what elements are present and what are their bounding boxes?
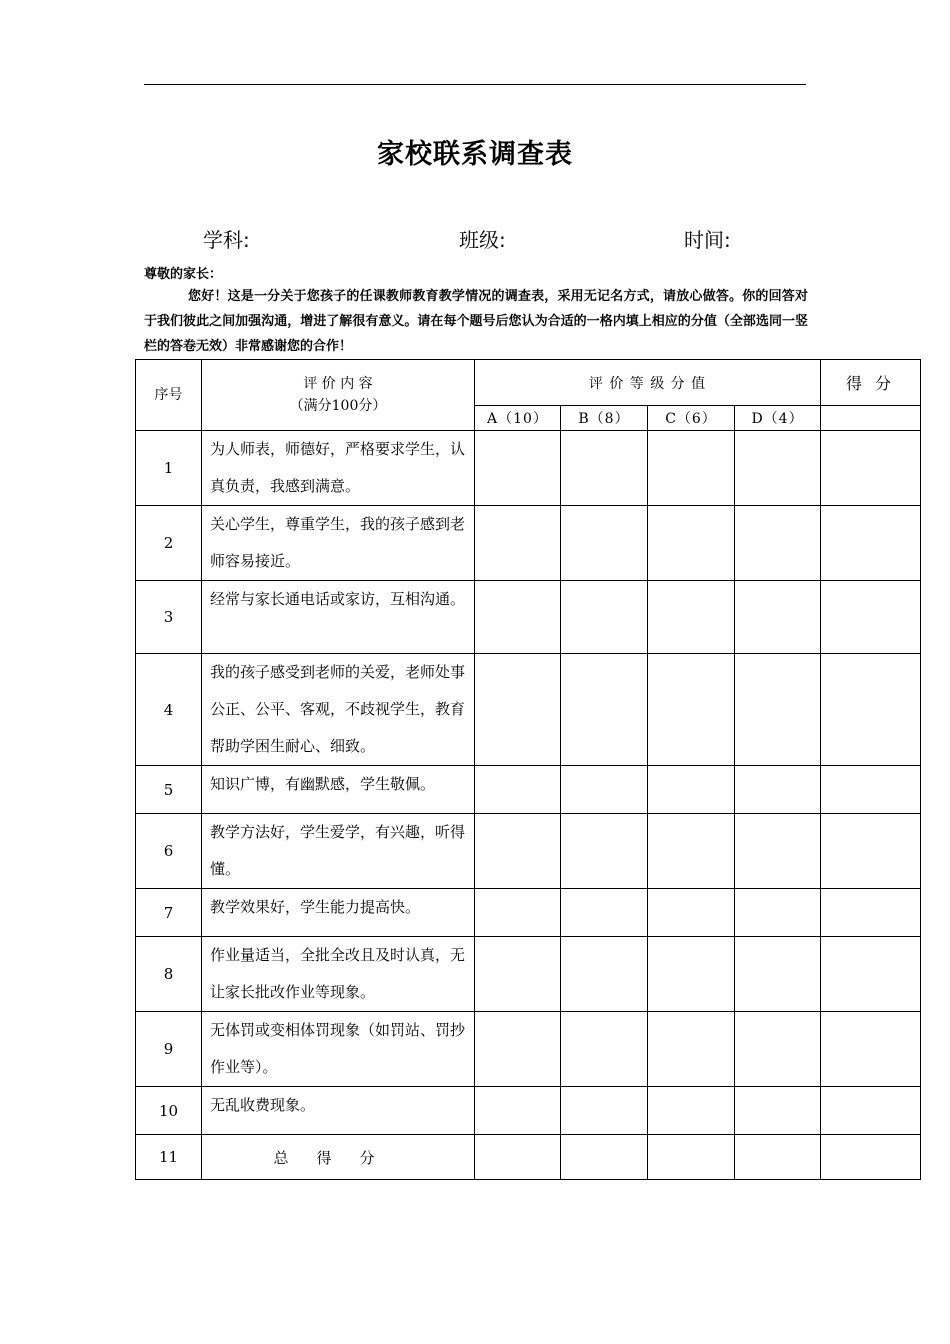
grade-b-cell[interactable] [561,1012,648,1087]
row-number: 6 [136,814,202,889]
total-grade-b-cell[interactable] [561,1135,648,1180]
grade-c-cell[interactable] [648,937,735,1012]
survey-table [135,359,921,1180]
row-content-text: 无体罚或变相体罚现象（如罚站、罚抄作业等）。 [210,1021,466,1076]
header-index: 序号 [136,360,202,431]
grade-b-cell[interactable] [561,937,648,1012]
grade-a-cell[interactable] [475,506,561,581]
grade-b-cell[interactable] [561,766,648,814]
row-number: 9 [136,1012,202,1087]
total-row [136,1135,921,1180]
row-content [202,506,475,581]
row-number: 7 [136,889,202,937]
row-content [202,581,475,654]
table-row [136,937,921,1012]
total-grade-a-cell[interactable] [475,1135,561,1180]
grade-d-cell[interactable] [735,814,821,889]
grade-a-cell[interactable] [475,581,561,654]
grade-c-cell[interactable] [648,814,735,889]
grade-b-cell[interactable] [561,889,648,937]
row-content [202,814,475,889]
row-content-text: 关心学生，尊重学生，我的孩子感到老师容易接近。 [210,515,466,570]
row-content-text: 知识广博，有幽默感，学生敬佩。 [210,775,436,793]
row-content [202,766,475,814]
row-content [202,1087,475,1135]
grade-d-cell[interactable] [735,506,821,581]
row-number: 4 [136,654,202,766]
header-score-blank [821,406,921,431]
class-label: 班级: [459,228,506,252]
grade-c-cell[interactable] [648,889,735,937]
row-content [202,654,475,766]
total-row-number: 11 [136,1135,202,1180]
grade-c-cell[interactable] [648,1087,735,1135]
grade-a-cell[interactable] [475,431,561,506]
score-cell[interactable] [821,889,921,937]
row-number: 2 [136,506,202,581]
table-row [136,1012,921,1087]
score-cell[interactable] [821,506,921,581]
row-number: 1 [136,431,202,506]
table-row [136,506,921,581]
grade-c-cell[interactable] [648,506,735,581]
table-row [136,1087,921,1135]
score-cell[interactable] [821,581,921,654]
intro-paragraph: 您好！这是一分关于您孩子的任课教师教育教学情况的调查表，采用无记名方式，请放心做答。你的回答对于我们彼此之间加强沟通，增进了解很有意义。请在每个题号后您认为合适的一格内填上相应的分值（全部选同一竖栏的答卷无效）非常感谢您的合作！ [144,289,808,354]
grade-a-cell[interactable] [475,654,561,766]
row-content-text: 我的孩子感受到老师的关爱，老师处事公正、公平、客观，不歧视学生，教育帮助学困生耐心、细致。 [210,663,466,755]
grade-b-cell[interactable] [561,506,648,581]
header-grade: 评 价 等 级 分 值 [475,360,821,406]
row-content-text: 经常与家长通电话或家访，互相沟通。 [210,590,466,608]
grade-d-cell[interactable] [735,937,821,1012]
table-row [136,654,921,766]
row-content-text: 为人师表，师德好，严格要求学生，认真负责，我感到满意。 [210,440,466,495]
row-number: 3 [136,581,202,654]
header-score: 得 分 [821,360,921,406]
score-cell[interactable] [821,654,921,766]
grade-d-cell[interactable] [735,431,821,506]
header-rule [144,84,806,85]
page-title: 家校联系调查表 [377,139,573,170]
grade-d-cell[interactable] [735,1012,821,1087]
header-content [202,360,475,431]
score-cell[interactable] [821,431,921,506]
grade-d-cell[interactable] [735,581,821,654]
grade-b-cell[interactable] [561,654,648,766]
grade-b-cell[interactable] [561,581,648,654]
table-row [136,766,921,814]
row-content [202,1012,475,1087]
score-cell[interactable] [821,814,921,889]
table-row [136,581,921,654]
grade-c-cell[interactable] [648,581,735,654]
grade-b-cell[interactable] [561,431,648,506]
grade-a-cell[interactable] [475,937,561,1012]
grade-b-cell[interactable] [561,1087,648,1135]
score-cell[interactable] [821,1012,921,1087]
score-cell[interactable] [821,937,921,1012]
row-number: 10 [136,1087,202,1135]
row-content [202,937,475,1012]
table-row [136,889,921,937]
header-grade-b: B（8） [561,406,648,431]
row-content-text: 无乱收费现象。 [210,1096,316,1114]
header-content-title: 评 价 内 容 [303,376,373,392]
greeting: 尊敬的家长： [144,267,223,282]
time-label: 时间: [684,228,731,252]
row-content-text: 作业量适当，全批全改且及时认真，无让家长批改作业等现象。 [210,946,466,1001]
score-cell[interactable] [821,766,921,814]
header-grade-c: C（6） [648,406,735,431]
score-cell[interactable] [821,1087,921,1135]
total-score-cell[interactable] [821,1135,921,1180]
row-content-text: 教学方法好，学生爱学，有兴趣，听得懂。 [210,823,466,878]
grade-a-cell[interactable] [475,1087,561,1135]
header-grade-d: D（4） [735,406,821,431]
grade-a-cell[interactable] [475,1012,561,1087]
grade-c-cell[interactable] [648,431,735,506]
subject-label: 学科: [203,228,250,252]
grade-a-cell[interactable] [475,814,561,889]
row-content [202,431,475,506]
grade-d-cell[interactable] [735,1087,821,1135]
row-content-text: 教学效果好，学生能力提高快。 [210,898,421,916]
total-grade-d-cell[interactable] [735,1135,821,1180]
total-label: 总得分 [202,1135,475,1180]
table-row [136,814,921,889]
grade-c-cell[interactable] [648,654,735,766]
table-row [136,431,921,506]
grade-d-cell[interactable] [735,766,821,814]
total-grade-c-cell[interactable] [648,1135,735,1180]
grade-a-cell[interactable] [475,766,561,814]
grade-a-cell[interactable] [475,889,561,937]
grade-c-cell[interactable] [648,1012,735,1087]
header-content-sub: （满分100分） [289,398,387,414]
grade-d-cell[interactable] [735,654,821,766]
row-content [202,889,475,937]
row-number: 8 [136,937,202,1012]
grade-c-cell[interactable] [648,766,735,814]
header-grade-a: A（10） [475,406,561,431]
grade-b-cell[interactable] [561,814,648,889]
grade-d-cell[interactable] [735,889,821,937]
row-number: 5 [136,766,202,814]
